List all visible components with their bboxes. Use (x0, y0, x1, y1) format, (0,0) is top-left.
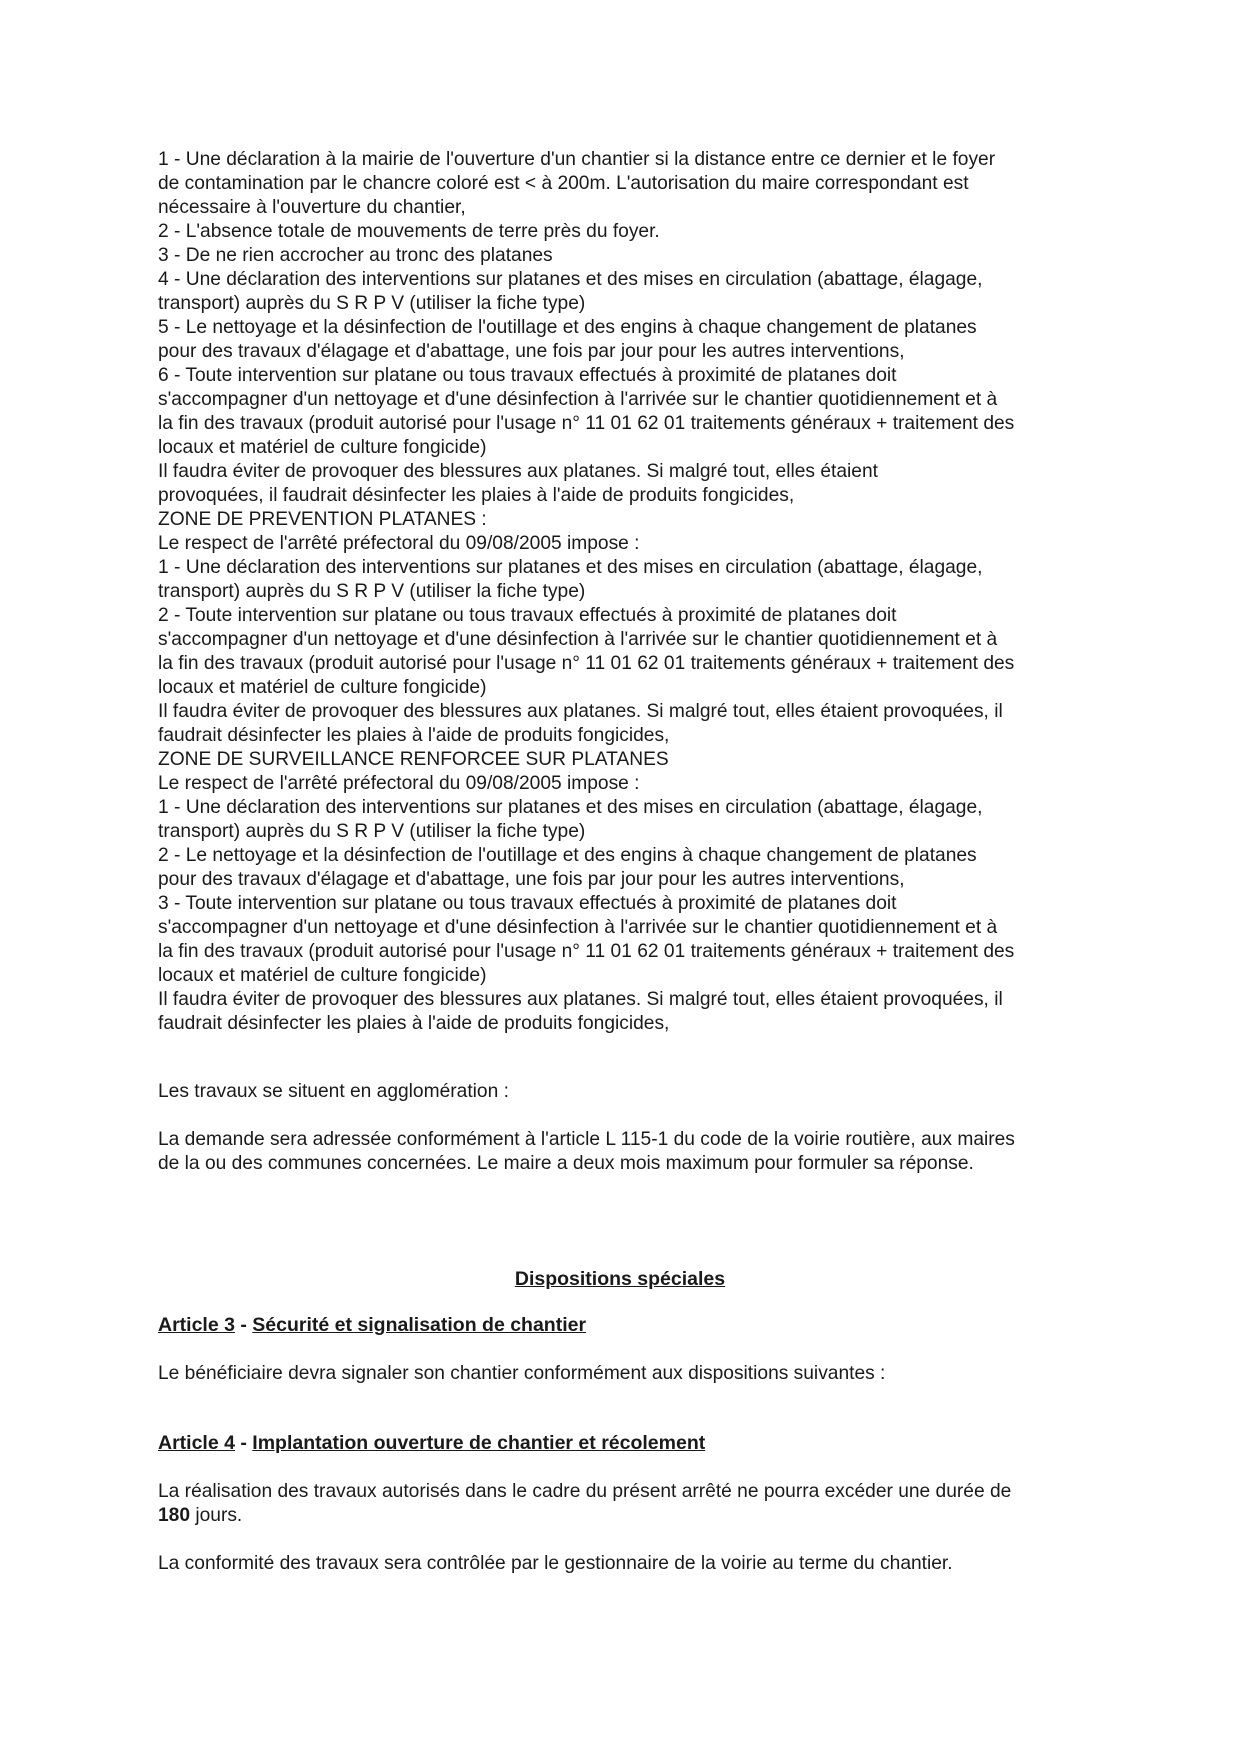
article-4-conformity: La conformité des travaux sera contrôlée par le gestionnaire de la voirie au terme du chantier. (158, 1553, 953, 1574)
agglomeration-text (158, 1128, 1098, 1176)
article-3-title: Sécurité et signalisation de chantier (252, 1314, 587, 1336)
zone-prevention-line: Il faudra éviter de provoquer des blessures aux platanes. Si malgré tout, elles étaient provoquées, il (158, 701, 1003, 722)
zone-surveillance-line: Le respect de l'arrêté préfectoral du 09/08/2005 impose : (158, 773, 640, 794)
article-4-number: Article 4 (158, 1432, 235, 1454)
zone-surveillance-line: Il faudra éviter de provoquer des blessures aux platanes. Si malgré tout, elles étaient provoquées, il (158, 989, 1003, 1010)
agglomeration-intro: Les travaux se situent en agglomération : (158, 1081, 509, 1102)
zone-prevention-line: Le respect de l'arrêté préfectoral du 09/08/2005 impose : (158, 533, 640, 554)
article-4-heading (158, 1432, 1098, 1455)
zone-foyer-line: transport) auprès du S R P V (utiliser la fiche type) (158, 293, 586, 314)
zone-surveillance-line: la fin des travaux (produit autorisé pour l'usage n° 11 01 62 01 traitements généraux + traitement des (158, 941, 1015, 962)
article-3-text: Le bénéficiaire devra signaler son chantier conformément aux dispositions suivantes : (158, 1363, 886, 1384)
agglomeration-line: La demande sera adressée conformément à l'article L 115-1 du code de la voirie routière, aux maires (158, 1129, 1015, 1150)
article-4-text: La réalisation des travaux autorisés dans le cadre du présent arrêté ne pourra excéder une durée de (158, 1481, 1012, 1502)
zone-foyer-line: 2 - L'absence totale de mouvements de terre près du foyer. (158, 221, 660, 242)
article-4-duration-suffix: jours. (190, 1505, 243, 1526)
zone-prevention-line: 1 - Une déclaration des interventions sur platanes et des mises en circulation (abattage, élagage, (158, 557, 983, 578)
zone-prevention-line: ZONE DE PREVENTION PLATANES : (158, 509, 487, 530)
zone-foyer-line: Il faudra éviter de provoquer des blessures aux platanes. Si malgré tout, elles étaient (158, 461, 878, 482)
article-3-number: Article 3 (158, 1314, 235, 1336)
zone-prevention-line: la fin des travaux (produit autorisé pour l'usage n° 11 01 62 01 traitements généraux + traitement des (158, 653, 1015, 674)
article-3-separator: - (234, 1314, 253, 1336)
zone-prevention-line: s'accompagner d'un nettoyage et d'une désinfection à l'arrivée sur le chantier quotidiennement et à (158, 629, 998, 650)
zone-foyer-line: s'accompagner d'un nettoyage et d'une désinfection à l'arrivée sur le chantier quotidiennement et à (158, 389, 998, 410)
zone-surveillance-section (158, 748, 1098, 1036)
zone-prevention-line: 2 - Toute intervention sur platane ou tous travaux effectués à proximité de platanes doit (158, 605, 897, 626)
zone-surveillance-line: ZONE DE SURVEILLANCE RENFORCEE SUR PLATANES (158, 749, 669, 770)
zone-surveillance-line: 2 - Le nettoyage et la désinfection de l'outillage et des engins à chaque changement de platanes (158, 845, 977, 866)
zone-surveillance-line: transport) auprès du S R P V (utiliser la fiche type) (158, 821, 586, 842)
article-4-duration (158, 1504, 1098, 1528)
zone-foyer-line: de contamination par le chancre coloré est < à 200m. L'autorisation du maire correspondant est (158, 173, 969, 194)
zone-prevention-line: locaux et matériel de culture fongicide) (158, 677, 487, 698)
zone-surveillance-line: faudrait désinfecter les plaies à l'aide de produits fongicides, (158, 1013, 670, 1034)
article-4-separator: - (234, 1432, 253, 1454)
zone-foyer-line: 1 - Une déclaration à la mairie de l'ouverture d'un chantier si la distance entre ce dernier et le foyer (158, 149, 996, 170)
zone-surveillance-line: 1 - Une déclaration des interventions sur platanes et des mises en circulation (abattage, élagage, (158, 797, 983, 818)
article-3-heading (158, 1314, 1098, 1337)
article-4-duration-value: 180 (158, 1505, 191, 1526)
agglomeration-line: de la ou des communes concernées. Le maire a deux mois maximum pour formuler sa réponse. (158, 1153, 974, 1174)
zone-prevention-section (158, 508, 1098, 748)
zone-surveillance-line: s'accompagner d'un nettoyage et d'une désinfection à l'arrivée sur le chantier quotidiennement et à (158, 917, 998, 938)
zone-prevention-line: faudrait désinfecter les plaies à l'aide de produits fongicides, (158, 725, 670, 746)
article-4-title: Implantation ouverture de chantier et récolement (252, 1432, 706, 1454)
zone-foyer-line: 3 - De ne rien accrocher au tronc des platanes (158, 245, 553, 266)
zone-surveillance-line: 3 - Toute intervention sur platane ou tous travaux effectués à proximité de platanes doit (158, 893, 897, 914)
zone-foyer-line: nécessaire à l'ouverture du chantier, (158, 197, 466, 218)
zone-foyer-line: 5 - Le nettoyage et la désinfection de l'outillage et des engins à chaque changement de platanes (158, 317, 977, 338)
zone-foyer-line: 6 - Toute intervention sur platane ou tous travaux effectués à proximité de platanes doit (158, 365, 897, 386)
zone-foyer-line: provoquées, il faudrait désinfecter les plaies à l'aide de produits fongicides, (158, 485, 795, 506)
zone-foyer-line: 4 - Une déclaration des interventions sur platanes et des mises en circulation (abattage, élagage, (158, 269, 983, 290)
zone-foyer-line: pour des travaux d'élagage et d'abattage, une fois par jour pour les autres interventions, (158, 341, 905, 362)
dispositions-title: Dispositions spéciales (514, 1268, 726, 1290)
zone-foyer-line: locaux et matériel de culture fongicide) (158, 437, 487, 458)
zone-surveillance-line: locaux et matériel de culture fongicide) (158, 965, 487, 986)
zone-foyer-section (158, 148, 1098, 508)
zone-foyer-line: la fin des travaux (produit autorisé pour l'usage n° 11 01 62 01 traitements généraux + traitement des (158, 413, 1015, 434)
zone-prevention-line: transport) auprès du S R P V (utiliser la fiche type) (158, 581, 586, 602)
zone-surveillance-line: pour des travaux d'élagage et d'abattage, une fois par jour pour les autres interventions, (158, 869, 905, 890)
